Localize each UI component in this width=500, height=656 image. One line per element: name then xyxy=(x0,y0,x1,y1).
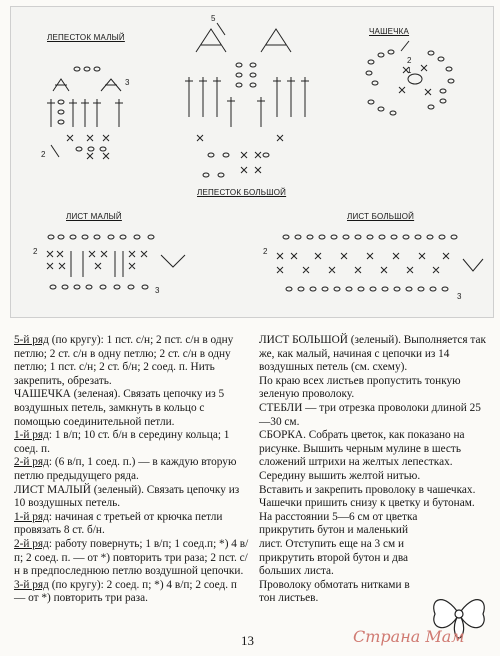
small-petal-row3-number: 3 xyxy=(125,78,130,87)
page-number: 13 xyxy=(241,633,254,648)
big-leaf-row3-number: 3 xyxy=(457,292,462,301)
paragraph: ЧАШЕЧКА (зеленая). Связать цепочку из 5 воздушных петель, замкнуть в кольцо с помощью соединительной петли. xyxy=(14,388,225,428)
crochet-chart-svg xyxy=(11,7,493,317)
big-petal-chart xyxy=(185,23,309,177)
cup-chart xyxy=(366,41,454,115)
small-leaf-chart xyxy=(47,235,185,289)
paragraph: По краю всех листьев пропустить тонкую зеленую проволоку. xyxy=(259,374,461,401)
small-petal-row2-number: 2 xyxy=(41,150,46,159)
paragraph: Проволоку обмотать нитками в тон листьев. xyxy=(259,578,410,605)
crochet-diagrams-panel xyxy=(10,6,494,318)
big-petal-label: ЛЕПЕСТОК БОЛЬШОЙ xyxy=(197,188,287,197)
big-leaf-chart xyxy=(277,235,483,291)
small-leaf-row2-number: 2 xyxy=(33,247,38,256)
paragraph: 1-й ряд: 1 в/п; 10 ст. б/н в середину кольца; 1 соед. п. xyxy=(14,429,230,455)
paragraph: СТЕБЛИ — три отрезка проволоки длиной 25—30 см. xyxy=(259,401,481,428)
instructions-left-column xyxy=(14,334,250,606)
paragraph: 2-й ряд: работу повернуть; 1 в/п; 1 соед.п; *) 4 в/п; 2 соед. п. — от *) повторить три раза; 2 пст. с/н в предпоследнюю петлю воздушной цепочки. xyxy=(14,537,249,578)
small-leaf-label: ЛИСТ МАЛЫЙ xyxy=(66,212,122,221)
cup-row1-number: 1 xyxy=(407,66,412,75)
paragraph: 2-й ряд: (6 в/п, 1 соед. п.) — в каждую вторую петлю предыдущего ряда. xyxy=(14,456,237,482)
paragraph: 3-й ряд (по кругу): 2 соед. п; *) 4 в/п; 2 соед. п — от *) повторить три раза. xyxy=(14,578,237,605)
paragraph: На расстоянии 5—6 см от цветка прикрутить бутон и маленький лист. Отступить еще на 3 см и прикрутить второй бутон и два больших листа. xyxy=(259,510,418,578)
small-petal-chart xyxy=(47,67,123,159)
big-leaf-row2-number: 2 xyxy=(263,247,268,256)
watermark: Страна Мам xyxy=(353,627,465,646)
small-leaf-row3-number: 3 xyxy=(155,286,160,295)
cup-label: ЧАШЕЧКА xyxy=(369,27,410,36)
big-petal-row5-number: 5 xyxy=(211,14,216,23)
paragraph: ЛИСТ МАЛЫЙ (зеленый). Связать цепочку из 10 воздушных петель. xyxy=(14,483,240,510)
paragraph: 1-й ряд: начиная с третьей от крючка петли провязать 8 ст. б/н. xyxy=(14,510,223,537)
paragraph: Вставить и закрепить проволоку в чашечках. Чашечки пришить снизу к цветку и бутонам. xyxy=(259,483,476,510)
paragraph: ЛИСТ БОЛЬШОЙ (зеленый). Выполняется так же, как малый, начиная с цепочки из 14 воздушных петель (см. схему). xyxy=(259,334,487,374)
instructions-right-column xyxy=(259,334,491,606)
paragraph: СБОРКА. Собрать цветок, как показано на рисунке. Вышить черным мулине в шесть сложений штрихи на желтых лепестках. Середину вышить желтой нитью. xyxy=(259,429,465,482)
cup-row2-number: 2 xyxy=(407,56,412,65)
big-leaf-label: ЛИСТ БОЛЬШОЙ xyxy=(347,212,415,221)
small-petal-label: ЛЕПЕСТОК МАЛЫЙ xyxy=(47,33,125,42)
paragraph: 5-й ряд (по кругу): 1 пст. с/н; 2 пст. с/н в одну петлю; 2 ст. с/н в одну петлю; 2 ст. с/н в одну петлю; 1 пст. с/н; 2 ст. б/н; 2 соед. п. Нить закрепить, обрезать. xyxy=(14,334,234,387)
